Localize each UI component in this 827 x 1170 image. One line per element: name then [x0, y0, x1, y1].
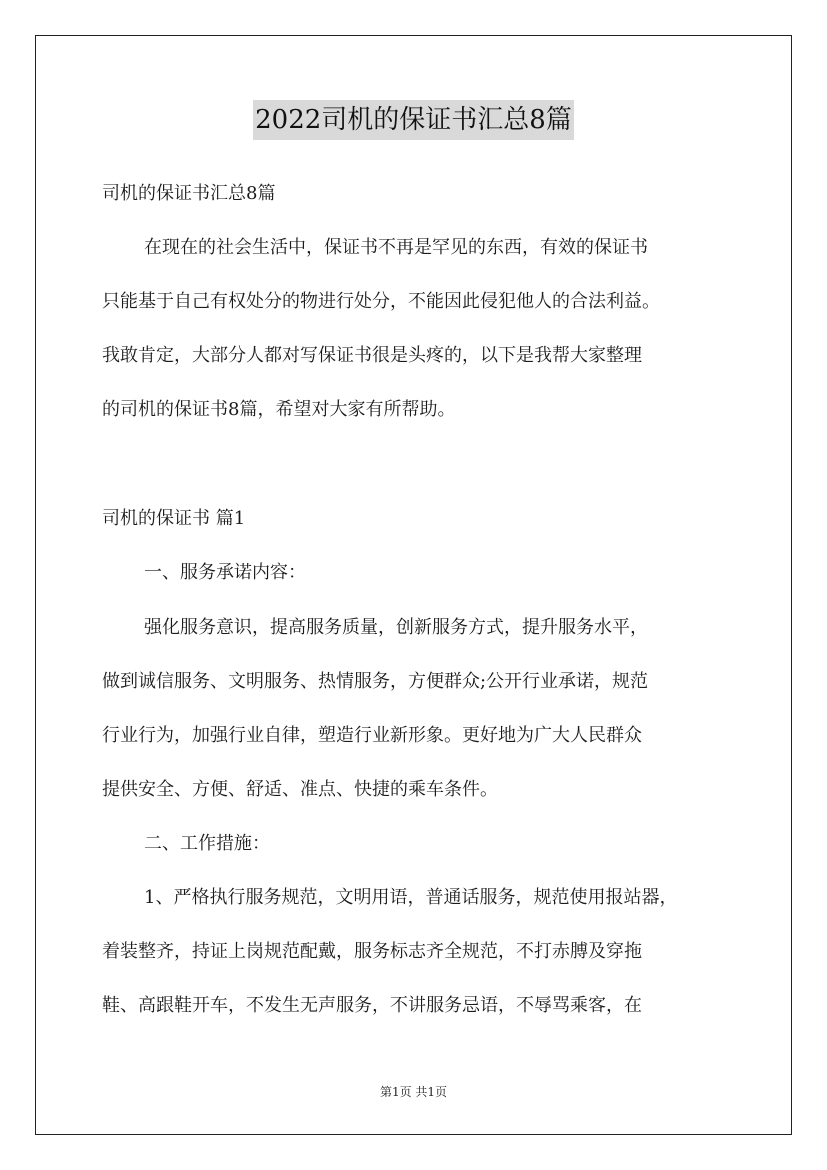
paragraph-line: 1、严格执行服务规范，文明用语，普通话服务，规范使用报站器，	[144, 887, 678, 908]
document-subtitle: 司机的保证书汇总8篇	[102, 183, 276, 204]
paragraph-line: 行业行为，加强行业自律，塑造行业新形象。更好地为广大人民群众	[102, 725, 642, 746]
intro-line: 我敢肯定，大部分人都对写保证书很是头疼的，以下是我帮大家整理	[102, 345, 642, 366]
document-title: 2022司机的保证书汇总8篇	[253, 100, 574, 140]
intro-line: 在现在的社会生活中，保证书不再是罕见的东西，有效的保证书	[144, 237, 648, 258]
heading-service-commitment: 一、服务承诺内容：	[144, 562, 306, 583]
page-footer: 第1页 共1页	[379, 1085, 448, 1099]
section-heading: 司机的保证书 篇1	[102, 508, 246, 529]
paragraph-line: 着装整齐，持证上岗规范配戴，服务标志齐全规范，不打赤膊及穿拖	[102, 941, 642, 962]
paragraph-line: 做到诚信服务、文明服务、热情服务，方便群众;公开行业承诺，规范	[102, 671, 649, 692]
intro-line: 只能基于自己有权处分的物进行处分，不能因此侵犯他人的合法利益。	[102, 291, 660, 312]
paragraph-line: 提供安全、方便、舒适、准点、快捷的乘车条件。	[102, 779, 498, 800]
heading-work-measures: 二、工作措施：	[144, 833, 270, 854]
title-container	[0, 100, 827, 140]
intro-line: 的司机的保证书8篇，希望对大家有所帮助。	[102, 399, 456, 420]
paragraph-line: 鞋、高跟鞋开车，不发生无声服务，不讲服务忌语，不辱骂乘客，在	[102, 995, 642, 1016]
paragraph-line: 强化服务意识，提高服务质量，创新服务方式，提升服务水平，	[144, 617, 648, 638]
